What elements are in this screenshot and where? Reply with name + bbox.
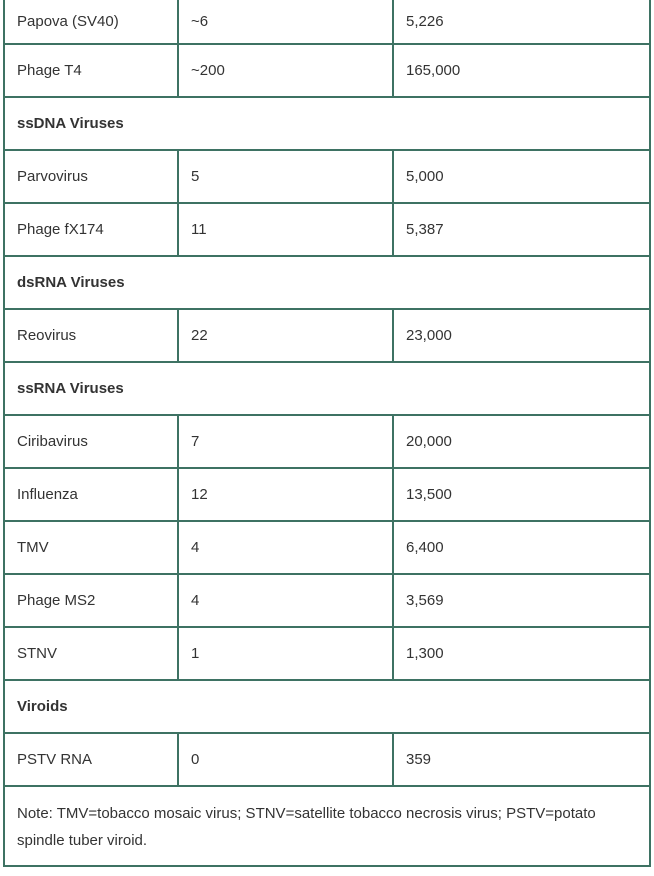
genome-size-cell: 165,000 [406, 62, 461, 79]
genome-size-cell: 359 [406, 751, 432, 768]
genome-size-cell: 6,400 [406, 539, 444, 556]
gene-count-cell: 0 [179, 734, 394, 785]
virus-name-cell: Ciribavirus [5, 416, 179, 467]
gene-count-cell: 12 [179, 469, 394, 520]
genome-size-cell: 5,387 [406, 221, 444, 238]
virus-name-cell: Phage T4 [5, 45, 179, 96]
table-row [5, 0, 649, 45]
virus-genome-table [3, 0, 651, 867]
genome-size-cell: 1,300 [406, 645, 444, 662]
virus-name-cell: PSTV RNA [5, 734, 179, 785]
table-note: Note: TMV=tobacco mosaic virus; STNV=satellite tobacco necrosis virus; PSTV=potato spindle tuber viroid. [5, 787, 649, 867]
table-row [5, 522, 649, 575]
virus-name-cell: TMV [5, 522, 179, 573]
table-row [5, 469, 649, 522]
table-row [5, 416, 649, 469]
gene-count-cell: 7 [179, 416, 394, 467]
virus-name-cell: Papova (SV40) [5, 0, 179, 43]
genome-size-cell: 13,500 [406, 486, 452, 503]
gene-count-cell: ~200 [179, 45, 394, 96]
group-header-row [5, 257, 649, 310]
gene-count-cell: 1 [179, 628, 394, 679]
group-header-row [5, 363, 649, 416]
table-row [5, 628, 649, 681]
genome-size-cell: 20,000 [406, 433, 452, 450]
genome-size-cell: 23,000 [406, 327, 452, 344]
group-header-row [5, 98, 649, 151]
virus-name-cell: Phage fX174 [5, 204, 179, 255]
table-row [5, 310, 649, 363]
virus-name-cell: Phage MS2 [5, 575, 179, 626]
table-row [5, 151, 649, 204]
virus-name-cell: Reovirus [5, 310, 179, 361]
gene-count-cell: 22 [179, 310, 394, 361]
group-header: dsRNA Viruses [17, 274, 125, 291]
gene-count-cell: 4 [179, 575, 394, 626]
table-row [5, 204, 649, 257]
virus-name-cell: STNV [5, 628, 179, 679]
group-header: ssDNA Viruses [17, 115, 124, 132]
virus-name-cell: Influenza [5, 469, 179, 520]
group-header-row [5, 681, 649, 734]
gene-count-cell: ~6 [179, 0, 394, 43]
gene-count-cell: 4 [179, 522, 394, 573]
virus-name-cell: Parvovirus [5, 151, 179, 202]
table-row [5, 575, 649, 628]
table-row [5, 45, 649, 98]
genome-size-cell: 3,569 [406, 592, 444, 609]
table-row [5, 734, 649, 787]
group-header: ssRNA Viruses [17, 380, 124, 397]
genome-size-cell: 5,000 [406, 168, 444, 185]
table-body [5, 0, 649, 787]
genome-size-cell: 5,226 [406, 13, 444, 30]
gene-count-cell: 11 [179, 204, 394, 255]
group-header: Viroids [17, 698, 68, 715]
gene-count-cell: 5 [179, 151, 394, 202]
